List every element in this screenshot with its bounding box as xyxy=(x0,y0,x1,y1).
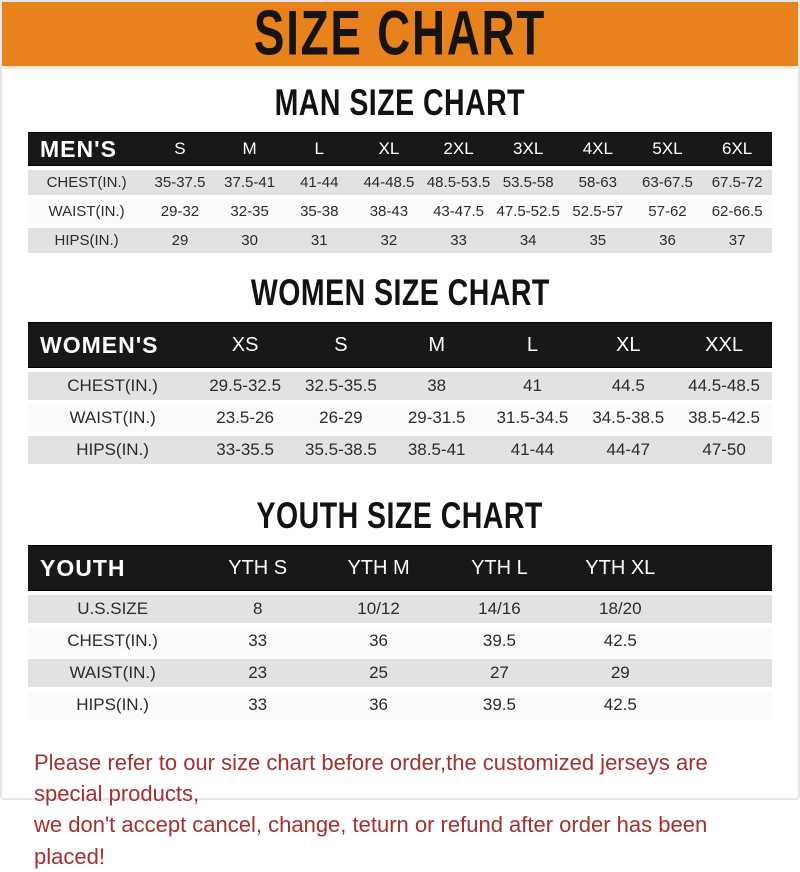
size-column-header: S xyxy=(293,322,389,368)
size-value-cell: 57-62 xyxy=(633,199,703,224)
measure-row-label: U.S.SIZE xyxy=(28,595,197,623)
measure-row-label: CHEST(IN.) xyxy=(28,170,145,195)
size-value-cell: 33 xyxy=(197,691,318,719)
youth-size-table xyxy=(28,541,772,723)
size-column-header: XL xyxy=(354,132,424,166)
measure-row-label: WAIST(IN.) xyxy=(28,199,145,224)
size-value-cell: 35-37.5 xyxy=(145,170,215,195)
table-group-label: MEN'S xyxy=(28,132,145,166)
size-value-cell: 33-35.5 xyxy=(197,436,293,464)
size-value-cell: 23 xyxy=(197,659,318,687)
size-value-cell: 38.5-41 xyxy=(389,436,485,464)
youth-section-heading: YOUTH SIZE CHART xyxy=(256,496,544,537)
table-row xyxy=(28,404,772,432)
size-value-cell: 29-31.5 xyxy=(389,404,485,432)
table-row xyxy=(28,691,772,719)
size-value-cell: 47.5-52.5 xyxy=(493,199,563,224)
table-group-label: YOUTH xyxy=(28,545,197,591)
size-column-header: L xyxy=(284,132,354,166)
size-value-cell: 18/20 xyxy=(560,595,681,623)
table-row xyxy=(28,627,772,655)
measure-row-label: HIPS(IN.) xyxy=(28,228,145,253)
size-value-cell: 41 xyxy=(485,372,581,400)
size-value-cell: 33 xyxy=(424,228,494,253)
size-value-cell: 29-32 xyxy=(145,199,215,224)
size-value-cell: 44-48.5 xyxy=(354,170,424,195)
size-value-cell: 42.5 xyxy=(560,691,681,719)
size-value-cell: 36 xyxy=(318,627,439,655)
table-row xyxy=(28,199,772,224)
table-row xyxy=(28,372,772,400)
table-header-row xyxy=(28,322,772,368)
size-value-cell: 58-63 xyxy=(563,170,633,195)
size-value-cell: 35-38 xyxy=(284,199,354,224)
page-title: SIZE CHART xyxy=(253,0,547,70)
table-row xyxy=(28,436,772,464)
size-column-header: M xyxy=(389,322,485,368)
table-header-row xyxy=(28,132,772,166)
size-value-cell: 8 xyxy=(197,595,318,623)
size-value-cell: 31.5-34.5 xyxy=(485,404,581,432)
size-column-header: XL xyxy=(580,322,676,368)
size-value-cell: 63-67.5 xyxy=(633,170,703,195)
men-size-table xyxy=(28,128,772,257)
spacer-cell xyxy=(681,659,772,687)
order-policy-line-1: Please refer to our size chart before order,the customized jerseys are special products, xyxy=(34,750,708,807)
size-value-cell: 47-50 xyxy=(676,436,772,464)
size-column-header: 5XL xyxy=(633,132,703,166)
size-value-cell: 43-47.5 xyxy=(424,199,494,224)
order-policy-note xyxy=(2,743,798,872)
size-value-cell: 37.5-41 xyxy=(215,170,285,195)
size-column-header: 6XL xyxy=(702,132,772,166)
size-chart-banner xyxy=(2,2,798,69)
size-value-cell: 14/16 xyxy=(439,595,560,623)
size-column-header: YTH S xyxy=(197,545,318,591)
measure-row-label: WAIST(IN.) xyxy=(28,659,197,687)
size-value-cell: 38.5-42.5 xyxy=(676,404,772,432)
size-value-cell: 44.5-48.5 xyxy=(676,372,772,400)
size-value-cell: 32-35 xyxy=(215,199,285,224)
size-table xyxy=(28,318,772,468)
size-value-cell: 34.5-38.5 xyxy=(580,404,676,432)
size-value-cell: 35 xyxy=(563,228,633,253)
women-size-table xyxy=(28,318,772,468)
size-value-cell: 29.5-32.5 xyxy=(197,372,293,400)
women-section-heading: WOMEN SIZE CHART xyxy=(250,273,550,314)
size-column-header: M xyxy=(215,132,285,166)
size-value-cell: 44.5 xyxy=(580,372,676,400)
size-value-cell: 39.5 xyxy=(439,627,560,655)
size-value-cell: 48.5-53.5 xyxy=(424,170,494,195)
table-group-label: WOMEN'S xyxy=(28,322,197,368)
size-column-header: 4XL xyxy=(563,132,633,166)
size-value-cell: 62-66.5 xyxy=(702,199,772,224)
size-value-cell: 29 xyxy=(560,659,681,687)
size-value-cell: 32.5-35.5 xyxy=(293,372,389,400)
measure-row-label: HIPS(IN.) xyxy=(28,691,197,719)
spacer-cell xyxy=(681,545,772,591)
size-column-header: YTH M xyxy=(318,545,439,591)
size-column-header: XXL xyxy=(676,322,772,368)
size-value-cell: 25 xyxy=(318,659,439,687)
table-row xyxy=(28,595,772,623)
size-value-cell: 67.5-72 xyxy=(702,170,772,195)
size-value-cell: 33 xyxy=(197,627,318,655)
size-column-header: L xyxy=(485,322,581,368)
size-value-cell: 32 xyxy=(354,228,424,253)
size-value-cell: 53.5-58 xyxy=(493,170,563,195)
measure-row-label: WAIST(IN.) xyxy=(28,404,197,432)
table-row xyxy=(28,659,772,687)
size-value-cell: 10/12 xyxy=(318,595,439,623)
men-section-heading: MAN SIZE CHART xyxy=(274,83,526,124)
size-column-header: 3XL xyxy=(493,132,563,166)
size-value-cell: 41-44 xyxy=(284,170,354,195)
size-value-cell: 23.5-26 xyxy=(197,404,293,432)
size-value-cell: 29 xyxy=(145,228,215,253)
size-table xyxy=(28,128,772,257)
size-value-cell: 38-43 xyxy=(354,199,424,224)
size-value-cell: 37 xyxy=(702,228,772,253)
size-column-header: XS xyxy=(197,322,293,368)
size-table xyxy=(28,541,772,723)
table-row xyxy=(28,170,772,195)
size-column-header: 2XL xyxy=(424,132,494,166)
size-column-header: YTH XL xyxy=(560,545,681,591)
size-value-cell: 38 xyxy=(389,372,485,400)
size-value-cell: 31 xyxy=(284,228,354,253)
size-column-header: S xyxy=(145,132,215,166)
size-value-cell: 41-44 xyxy=(485,436,581,464)
size-value-cell: 44-47 xyxy=(580,436,676,464)
size-value-cell: 39.5 xyxy=(439,691,560,719)
size-value-cell: 52.5-57 xyxy=(563,199,633,224)
measure-row-label: CHEST(IN.) xyxy=(28,372,197,400)
measure-row-label: CHEST(IN.) xyxy=(28,627,197,655)
size-value-cell: 26-29 xyxy=(293,404,389,432)
size-value-cell: 35.5-38.5 xyxy=(293,436,389,464)
order-policy-line-2: we don't accept cancel, change, teturn or refund after order has been placed! xyxy=(34,812,708,869)
table-row xyxy=(28,228,772,253)
size-value-cell: 30 xyxy=(215,228,285,253)
size-value-cell: 34 xyxy=(493,228,563,253)
spacer-cell xyxy=(681,595,772,623)
spacer-cell xyxy=(681,691,772,719)
size-value-cell: 36 xyxy=(633,228,703,253)
size-column-header: YTH L xyxy=(439,545,560,591)
size-value-cell: 36 xyxy=(318,691,439,719)
measure-row-label: HIPS(IN.) xyxy=(28,436,197,464)
size-value-cell: 27 xyxy=(439,659,560,687)
spacer-cell xyxy=(681,627,772,655)
size-value-cell: 42.5 xyxy=(560,627,681,655)
table-header-row xyxy=(28,545,772,591)
